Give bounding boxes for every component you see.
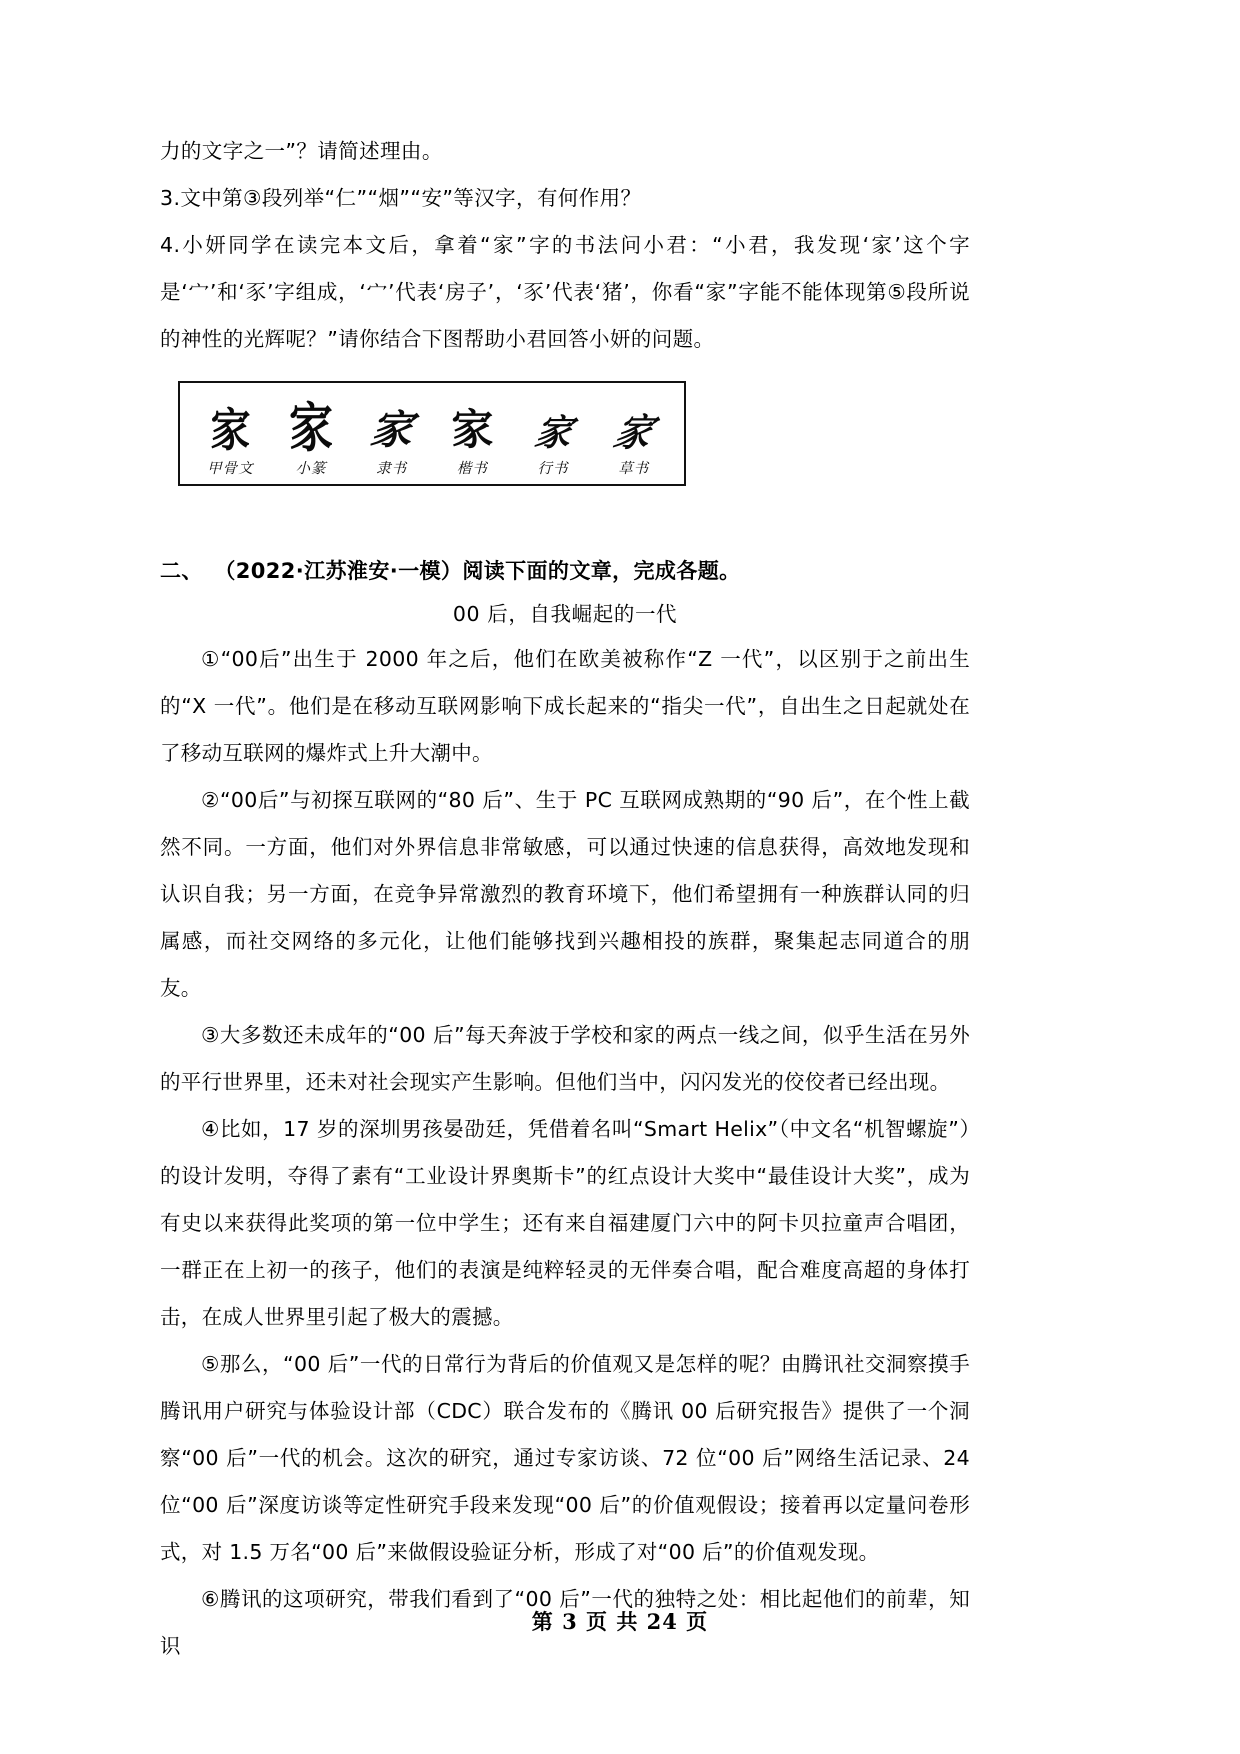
label-regular: 楷书 — [456, 461, 488, 477]
paragraph-5: ⑤那么，“00 后”一代的日常行为背后的价值观又是怎样的呢？由腾讯社交洞察摸手腾讯用户研究与体验设计部（CDC）联合发布的《腾讯 00 后研究报告》提供了一个洞察“00 后”一代的机会。这次的研究，通过专家访谈、72 位“00 后”网络生活记录、24 位“00 后”深度访谈等定性研究手段来发现“00 后”的价值观假设；接着再以定量问卷形式，对 1.5 万名“00 后”来做假设验证分析，形成了对“00 后”的价值观发现。 — [160, 1352, 970, 1564]
calligraphy-label-row — [186, 451, 678, 480]
label-running: 行书 — [537, 461, 569, 477]
label-small-seal: 小篆 — [295, 461, 327, 477]
glyph-regular: 家 — [451, 405, 494, 454]
label-clerical: 隶书 — [376, 461, 408, 477]
paragraph-3: ③大多数还未成年的“00 后”每天奔波于学校和家的两点一线之间，似乎生活在另外的平行世界里，还未对社会现实产生影响。但他们当中，闪闪发光的佼佼者已经出现。 — [160, 1023, 970, 1094]
glyph-clerical: 家 — [368, 406, 416, 453]
section-instruction: 阅读下面的文章，完成各题。 — [462, 559, 741, 583]
glyph-oracle-bone: 家 — [209, 403, 252, 458]
calligraphy-box — [178, 381, 686, 486]
calligraphy-glyph-row — [186, 389, 678, 459]
paragraph-4: ④比如，17 岁的深圳男孩晏劭廷，凭借着名叫“Smart Helix”（中文名“机智螺旋”）的设计发明，夺得了素有“工业设计界奥斯卡”的红点设计大奖中“最佳设计大奖”，成为有史以来获得此奖项的第一位中学生；还有来自福建厦门六中的阿卡贝拉童声合唱团，一群正在上初一的孩子，他们的表演是纯粹轻灵的无伴奏合唱，配合难度高超的身体打击，在成人世界里引起了极大的震撼。 — [160, 1117, 970, 1329]
page-footer: 第 3 页 共 24 页 — [531, 1609, 709, 1634]
glyph-running: 家 — [531, 412, 575, 454]
question-4: 4.小妍同学在读完本文后，拿着“家”字的书法问小君：“小君，我发现‘家’这个字是‘宀’和‘豕’字组成，‘宀’代表‘房子’，‘豕’代表‘猪’，你看“家”字能不能体现第⑤段所说的神性的光辉呢？”请你结合下图帮助小君回答小妍的问题。 — [160, 233, 970, 351]
question-2-continuation: 力的文字之一”？请简述理由。 — [160, 139, 443, 163]
label-oracle-bone: 甲骨文 — [207, 461, 254, 477]
label-cursive: 草书 — [618, 461, 650, 477]
paragraph-1: ①“00后”出生于 2000 年之后，他们在欧美被称作“Z 一代”，以区别于之前出生的“X 一代”。他们是在移动互联网影响下成长起来的“指尖一代”，自出生之日起就处在了移动互联网的爆炸式上升大潮中。 — [160, 647, 970, 765]
section-source: （2022·江苏淮安·一模） — [224, 559, 463, 583]
paragraph-2: ②“00后”与初探互联网的“80 后”、生于 PC 互联网成熟期的“90 后”，在个性上截然不同。一方面，他们对外界信息非常敏感，可以通过快速的信息获得，高效地发现和认识自我；另一方面，在竞争异常激烈的教育环境下，他们希望拥有一种族群认同的归属感，而社交网络的多元化，让他们能够找到兴趣相投的族群，聚集起志同道合的朋友。 — [160, 788, 970, 1000]
section-number: 二、 — [160, 559, 203, 583]
paragraph-6: ⑥腾讯的这项研究，带我们看到了“00 后”一代的独特之处：相比起他们的前辈，知识 — [160, 1587, 970, 1658]
glyph-small-seal: 家 — [289, 397, 333, 459]
article-title: 00 后，自我崛起的一代 — [452, 602, 678, 626]
question-3: 3.文中第③段列举“仁”“烟”“安”等汉字，有何作用？ — [160, 186, 642, 210]
page-content — [160, 128, 970, 1670]
section-heading — [160, 550, 970, 592]
glyph-cursive: 家 — [609, 410, 659, 456]
calligraphy-figure — [178, 381, 970, 486]
